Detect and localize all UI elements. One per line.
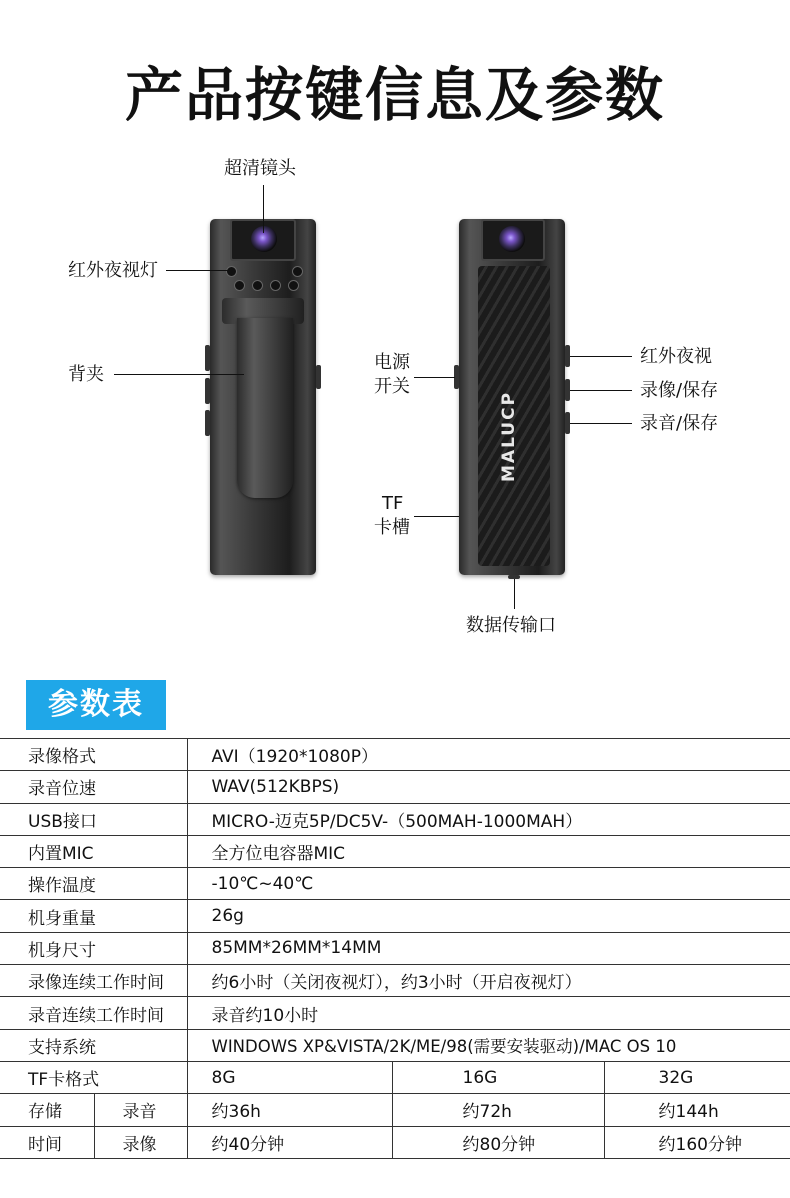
spec-value: MICRO-迈克5P/DC5V-（500MAH-1000MAH） — [187, 803, 790, 835]
spec-key: 录像格式 — [0, 739, 187, 771]
tf-size: 32G — [604, 1061, 790, 1093]
leader-line — [263, 185, 264, 233]
leader-line — [514, 579, 515, 609]
ir-led-icon — [226, 266, 237, 277]
brand-logo: MALUCP — [499, 390, 519, 482]
callout-data-port: 数据传输口 — [466, 615, 556, 636]
side-button — [205, 410, 210, 436]
video-label: 录像 — [94, 1126, 187, 1158]
spec-key: TF卡格式 — [0, 1061, 187, 1093]
spec-value: 全方位电容器MIC — [187, 835, 790, 867]
storage-label: 时间 — [0, 1126, 94, 1158]
storage-label: 存储 — [0, 1094, 94, 1126]
callout-audio-save: 录音/保存 — [640, 413, 719, 434]
callout-video-save: 录像/保存 — [640, 380, 719, 401]
callout-ir-light: 红外夜视灯 — [68, 260, 158, 281]
table-row — [0, 835, 790, 867]
ir-led-icon — [234, 280, 245, 291]
table-row — [0, 965, 790, 997]
table-row — [0, 739, 790, 771]
callout-back-clip: 背夹 — [68, 364, 104, 385]
spec-key: 录音连续工作时间 — [0, 997, 187, 1029]
table-row — [0, 900, 790, 932]
spec-key: 操作温度 — [0, 868, 187, 900]
audio-duration: 约72h — [392, 1094, 604, 1126]
spec-value: AVI（1920*1080P） — [187, 739, 790, 771]
spec-table-badge: 参数表 — [26, 680, 166, 730]
callout-power-1: 电源 — [374, 352, 410, 373]
leader-line — [570, 356, 632, 357]
video-duration: 约40分钟 — [187, 1126, 392, 1158]
spec-table — [0, 738, 790, 1159]
table-row — [0, 803, 790, 835]
spec-key: 录音位速 — [0, 771, 187, 803]
table-row — [0, 771, 790, 803]
ir-led-icon — [288, 280, 299, 291]
side-button — [205, 345, 210, 371]
video-duration: 约80分钟 — [392, 1126, 604, 1158]
spec-key: 机身重量 — [0, 900, 187, 932]
spec-key: 机身尺寸 — [0, 932, 187, 964]
leader-line — [114, 374, 244, 375]
camera-lens-icon — [499, 226, 525, 252]
leader-line — [570, 390, 632, 391]
spec-key: USB接口 — [0, 803, 187, 835]
callout-power-2: 开关 — [374, 376, 410, 397]
leader-line — [414, 377, 455, 378]
callout-tf-2: 卡槽 — [374, 517, 410, 538]
audio-duration: 约144h — [604, 1094, 790, 1126]
leader-line — [166, 270, 228, 271]
side-button — [205, 378, 210, 404]
callout-lens: 超清镜头 — [224, 158, 296, 179]
spec-value: -10℃~40℃ — [187, 868, 790, 900]
page-title: 产品按键信息及参数 — [124, 61, 665, 129]
table-row — [0, 1029, 790, 1061]
spec-key: 支持系统 — [0, 1029, 187, 1061]
spec-value: WAV(512KBPS) — [187, 771, 790, 803]
ir-led-icon — [292, 266, 303, 277]
leader-line — [414, 516, 459, 517]
ir-led-icon — [252, 280, 263, 291]
back-clip — [237, 318, 293, 498]
callout-night-vision: 红外夜视 — [640, 346, 712, 367]
table-row — [0, 932, 790, 964]
callout-tf-1: TF — [382, 493, 404, 514]
leader-line — [570, 423, 632, 424]
table-row — [0, 1094, 790, 1126]
video-duration: 约160分钟 — [604, 1126, 790, 1158]
side-button — [316, 365, 321, 389]
ir-led-icon — [270, 280, 281, 291]
spec-value: 85MM*26MM*14MM — [187, 932, 790, 964]
audio-label: 录音 — [94, 1094, 187, 1126]
spec-key: 录像连续工作时间 — [0, 965, 187, 997]
spec-value: WINDOWS XP&VISTA/2K/ME/98(需要安装驱动)/MAC OS 10 — [187, 1029, 790, 1061]
spec-value: 约6小时（关闭夜视灯），约3小时（开启夜视灯） — [187, 965, 790, 997]
table-row — [0, 868, 790, 900]
tf-size: 8G — [187, 1061, 392, 1093]
spec-key: 内置MIC — [0, 835, 187, 867]
tf-size: 16G — [392, 1061, 604, 1093]
spec-value: 录音约10小时 — [187, 997, 790, 1029]
table-row — [0, 1061, 790, 1093]
table-row — [0, 1126, 790, 1158]
audio-duration: 约36h — [187, 1094, 392, 1126]
table-row — [0, 997, 790, 1029]
spec-value: 26g — [187, 900, 790, 932]
camera-lens-icon — [251, 226, 277, 252]
